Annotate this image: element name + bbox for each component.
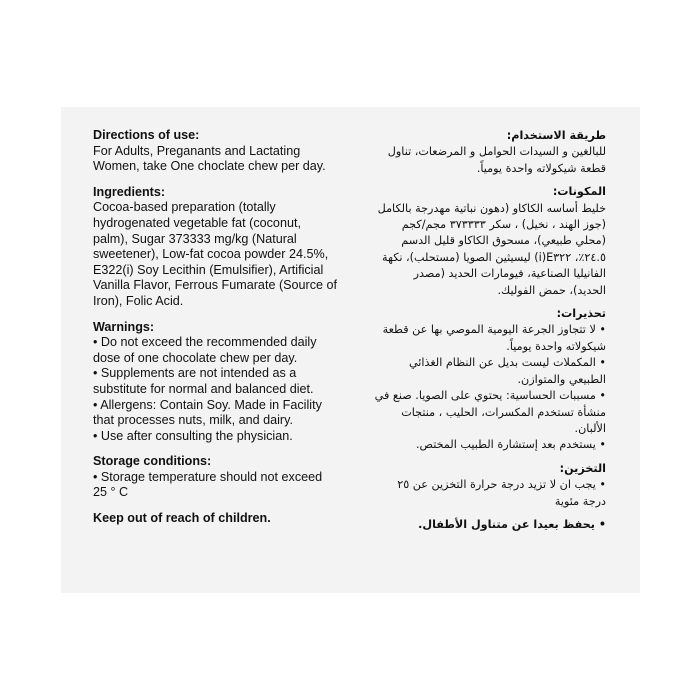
directions-section (93, 128, 338, 175)
warning-item: • Supplements are not intended as a substitute for normal and balanced diet. (93, 366, 314, 396)
warnings-section-ar (374, 306, 606, 454)
warning-item: • Allergens: Contain Soy. Made in Facility that processes nuts, milk, and dairy. (93, 397, 322, 428)
warning-item-ar: • مسببات الحساسية: يحتوي على الصويا. صنع في منشأة تستخدم المكسرات، الحليب ، منتجات الألبان. (374, 389, 606, 435)
warnings-title-ar: تحذيرات: (556, 307, 606, 321)
directions-text: For Adults, Preganants and Lactating Women, take One choclate chew per day. (93, 143, 326, 174)
storage-title-ar: التخزين: (559, 461, 606, 475)
ingredients-section (93, 185, 338, 310)
storage-list (93, 470, 338, 501)
product-label-panel (61, 107, 640, 593)
ingredients-text-ar: خليط أساسه الكاكاو (دهون نباتية مهدرجة بالكامل (جوز الهند ، نخيل) ، سكر ٣٧٣٣٣٣ مجم/كجم (محلي طبيعي)، مسحوق الكاكاو قليل الدسم ٢٤.٥٪، E٣٢٢(i) ليسيثين الصويا (مستحلب)، نكهة الفانيليا الصناعية، فيومارات الحديد (مصدر الحديد)، حمض الفوليك. (377, 201, 606, 297)
warning-item: • Use after consulting the physician. (93, 428, 293, 443)
directions-title: Directions of use: (93, 128, 200, 142)
storage-section-ar (374, 461, 606, 510)
arabic-instructions-column (374, 128, 606, 533)
warnings-list-ar (374, 322, 606, 453)
storage-item: • Storage temperature should not exceed 25 ° C (93, 469, 323, 500)
keep-out-of-reach-note-ar: • يحفظ بعيدا عن متناول الأطفال. (418, 517, 606, 531)
warnings-title: Warnings: (93, 319, 155, 334)
english-instructions-column (93, 128, 338, 527)
ingredients-text: Cocoa-based preparation (totally hydrogenated vegetable fat (coconut, palm), Sugar 373333 mg/kg (Natural sweetener), Low-fat cocoa powder 24.5%, E322(i) Soy Lecithin (Emulsifier), Artificial Vanilla Flavor, Ferrous Fumarate (Source of Iron), Folic Acid. (93, 200, 338, 308)
directions-section-ar (374, 128, 606, 177)
warnings-list (93, 335, 338, 444)
warning-item: • Do not exceed the recommended daily dose of one chocolate chew per day. (93, 335, 317, 365)
storage-title: Storage conditions: (93, 454, 212, 469)
ingredients-title-ar: المكونات: (552, 185, 606, 199)
directions-title-ar: طريقة الاستخدام: (506, 129, 606, 142)
storage-item-ar: • يجب ان لا تزيد درجة حرارة التخزين عن ٢٥ درجة مئوية (397, 478, 606, 508)
warning-item-ar: • يستخدم بعد إستشارة الطبيب المختص. (415, 438, 606, 452)
directions-text-ar: للبالغين و السيدات الحوامل و المرضعات، تناول قطعة شيكولاته واحدة يومياً. (387, 145, 606, 175)
storage-list-ar (374, 477, 606, 510)
ingredients-section-ar (374, 184, 606, 299)
storage-section (93, 454, 338, 501)
warning-item-ar: • لا تتجاوز الجرعة اليومية الموصي بها عن قطعة شيكولاته واحدة يومياً. (382, 323, 606, 353)
warnings-section (93, 320, 338, 445)
warning-item-ar: • المكملات ليست بديل عن النظام الغذائي الطبيعي والمتوازن. (408, 356, 606, 386)
keep-out-of-reach-note: Keep out of reach of children. (93, 511, 271, 526)
ingredients-title: Ingredients: (93, 184, 166, 199)
